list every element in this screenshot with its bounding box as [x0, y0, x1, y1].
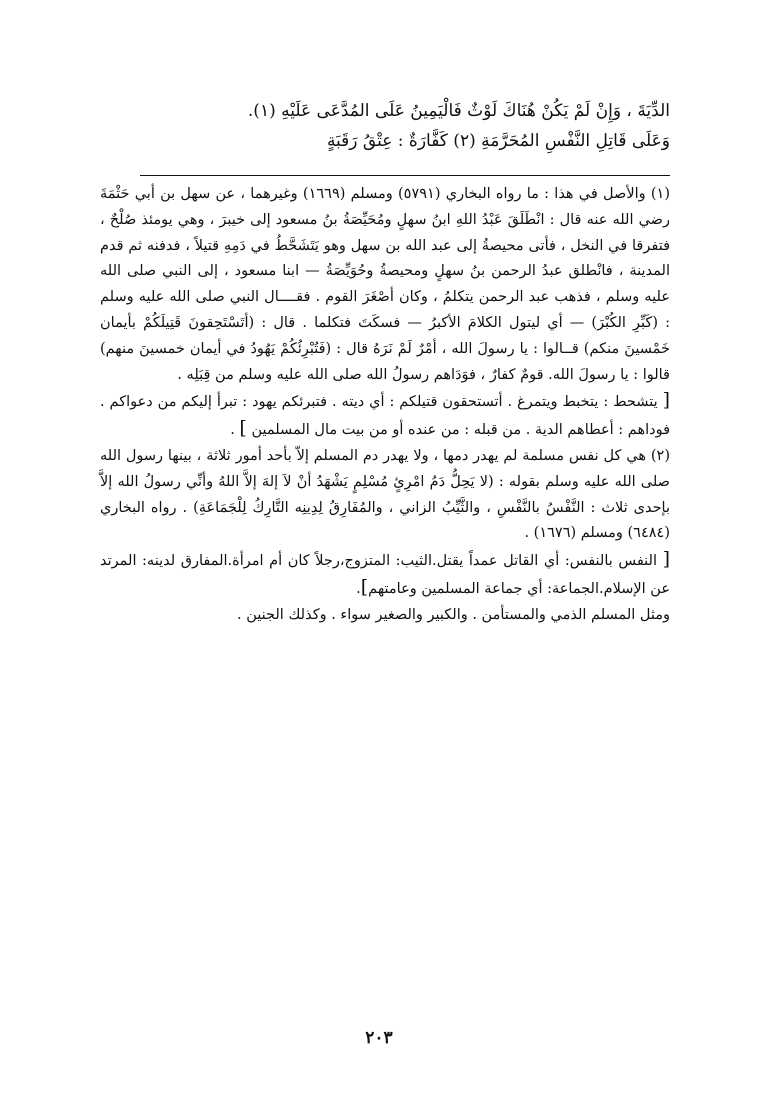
page-number: ٢٠٣	[365, 1028, 393, 1048]
main-text-line-2: وَعَلَى قَاتِلِ النَّفْسِ المُحَرَّمَةِ (٢) كَفَّارَةٌ : عِتْقُ رَقَبَةٍ	[326, 131, 670, 151]
gloss-1: [ يتشحط : يتخبط ويتمرغ . أتستحقون قتيلكم : أي ديته . فتبرئكم يهود : تبرأ إليكم من دعواكم . فوداهم : أعطاهم الدية . من قبله : من عنده أو من بيت مال المسلمين ] .	[100, 389, 670, 440]
footnote-1: (١) والأصل في هذا : ما رواه البخاري (٥٧٩١) ومسلم (١٦٦٩) وغيرهما ، عن سهل بن أبي حَثْمَةَ رضي الله عنه قال : انْطَلَقَ عَبْدُ اللهِ ابنُ سهلٍ ومُحَيِّصَةُ بنُ مسعود إلى خيبرَ ، وهي يومئذ صُلْحٌ ، فتفرقا في النخل ، فأتى محيصةُ إلى عبد الله بن سهل وهو يَتَشَحَّطُ في دَمِهِ قتيلاً ، فدفنه ثم قدم المدينة ، فانْطلق عبدُ الرحمن بنُ سهلٍ ومحيصةُ وحُوَيِّصَةُ — ابنا مسعود ، إلى النبي صلى الله عليه وسلم ، فذهب عبد الرحمن يتكلمُ ، وكان أصْغَرَ القوم . فقــــال النبي صلى الله عليه وسلم : (كَبِّرِ الكُبْرَ) — أي ليتول الكلامَ الأكبرُ — فسكَتَ فتكلما . قال : (أتَسْتَحِقونَ قَتِيلَكُمْ بأيمان خَمْسينَ منكم) قــالوا : يا رسولَ الله ، أمْرٌ لَمْ نَرَهُ قال : (فَتُبْرِئُكُمْ يَهُودُ في أيمان خمسينَ منهم) قالوا : يا رسولَ الله. قومٌ كفارٌ ، فوَدَاهم رسولُ الله صلى الله عليه وسلم من قِبَلِه .	[100, 186, 670, 383]
footnote-divider	[140, 175, 670, 176]
gloss-1-text: يتشحط : يتخبط ويتمرغ . أتستحقون قتيلكم : أي ديته . فتبرئكم يهود : تبرأ إليكم من دعواكم . فوداهم : أعطاهم الدية . من قبله : من عنده أو من بيت مال المسلمين	[100, 394, 670, 439]
footnote-2: (٢) هي كل نفس مسلمة لم يهدر دمها ، ولا يهدر دم المسلم إلاّ بأحد أمور ثلاثة ، بينها رسول الله صلى الله عليه وسلم بقوله : (لا يَحِلُّ دَمُ امْرِئٍ مُسْلِمٍ يَشْهَدُ أنْ لاَ إلهَ إلاَّ اللهُ وأنِّي رسولُ الله إلاَّ بإحدى ثلاث : النَّفْسُ بالنَّفْسِ ، والثَّيِّبُ الزاني ، والمُفَارِقُ لِدِينِه التَّارِكُ لِلْجَمَاعَةِ) . رواه البخاري (٦٤٨٤) ومسلم (١٦٧٦) .	[100, 447, 670, 542]
open-bracket: [	[662, 389, 670, 412]
gloss-2-text: النفس بالنفس: أي القاتل عمداً يقتل.الثيب: المتزوج،رجلاً كان أم امرأة.المفارق لدينه: المرتد عن الإسلام.الجماعة: أي جماعة المسلمين وعامتهم	[100, 553, 670, 597]
open-bracket: [	[662, 548, 671, 571]
main-text	[100, 96, 670, 156]
close-bracket: ]	[239, 417, 247, 440]
main-text-line-1: الدِّيَةَ ، وَإِنْ لَمْ يَكُنْ هُنَاكَ لَوْثٌ فَالْيَمِينُ عَلَى المُدَّعَى عَلَيْهِ (١).	[247, 101, 670, 121]
footnotes	[100, 182, 670, 629]
close-bracket: ]	[360, 575, 369, 598]
gloss-2: [ النفس بالنفس: أي القاتل عمداً يقتل.الثيب: المتزوج،رجلاً كان أم امرأة.المفارق لدينه: المرتد عن الإسلام.الجماعة: أي جماعة المسلمين وعامتهم].	[100, 548, 671, 598]
footnote-3: ومثل المسلم الذمي والمستأمن . والكبير والصغير سواء . وكذلك الجنين .	[237, 606, 670, 623]
